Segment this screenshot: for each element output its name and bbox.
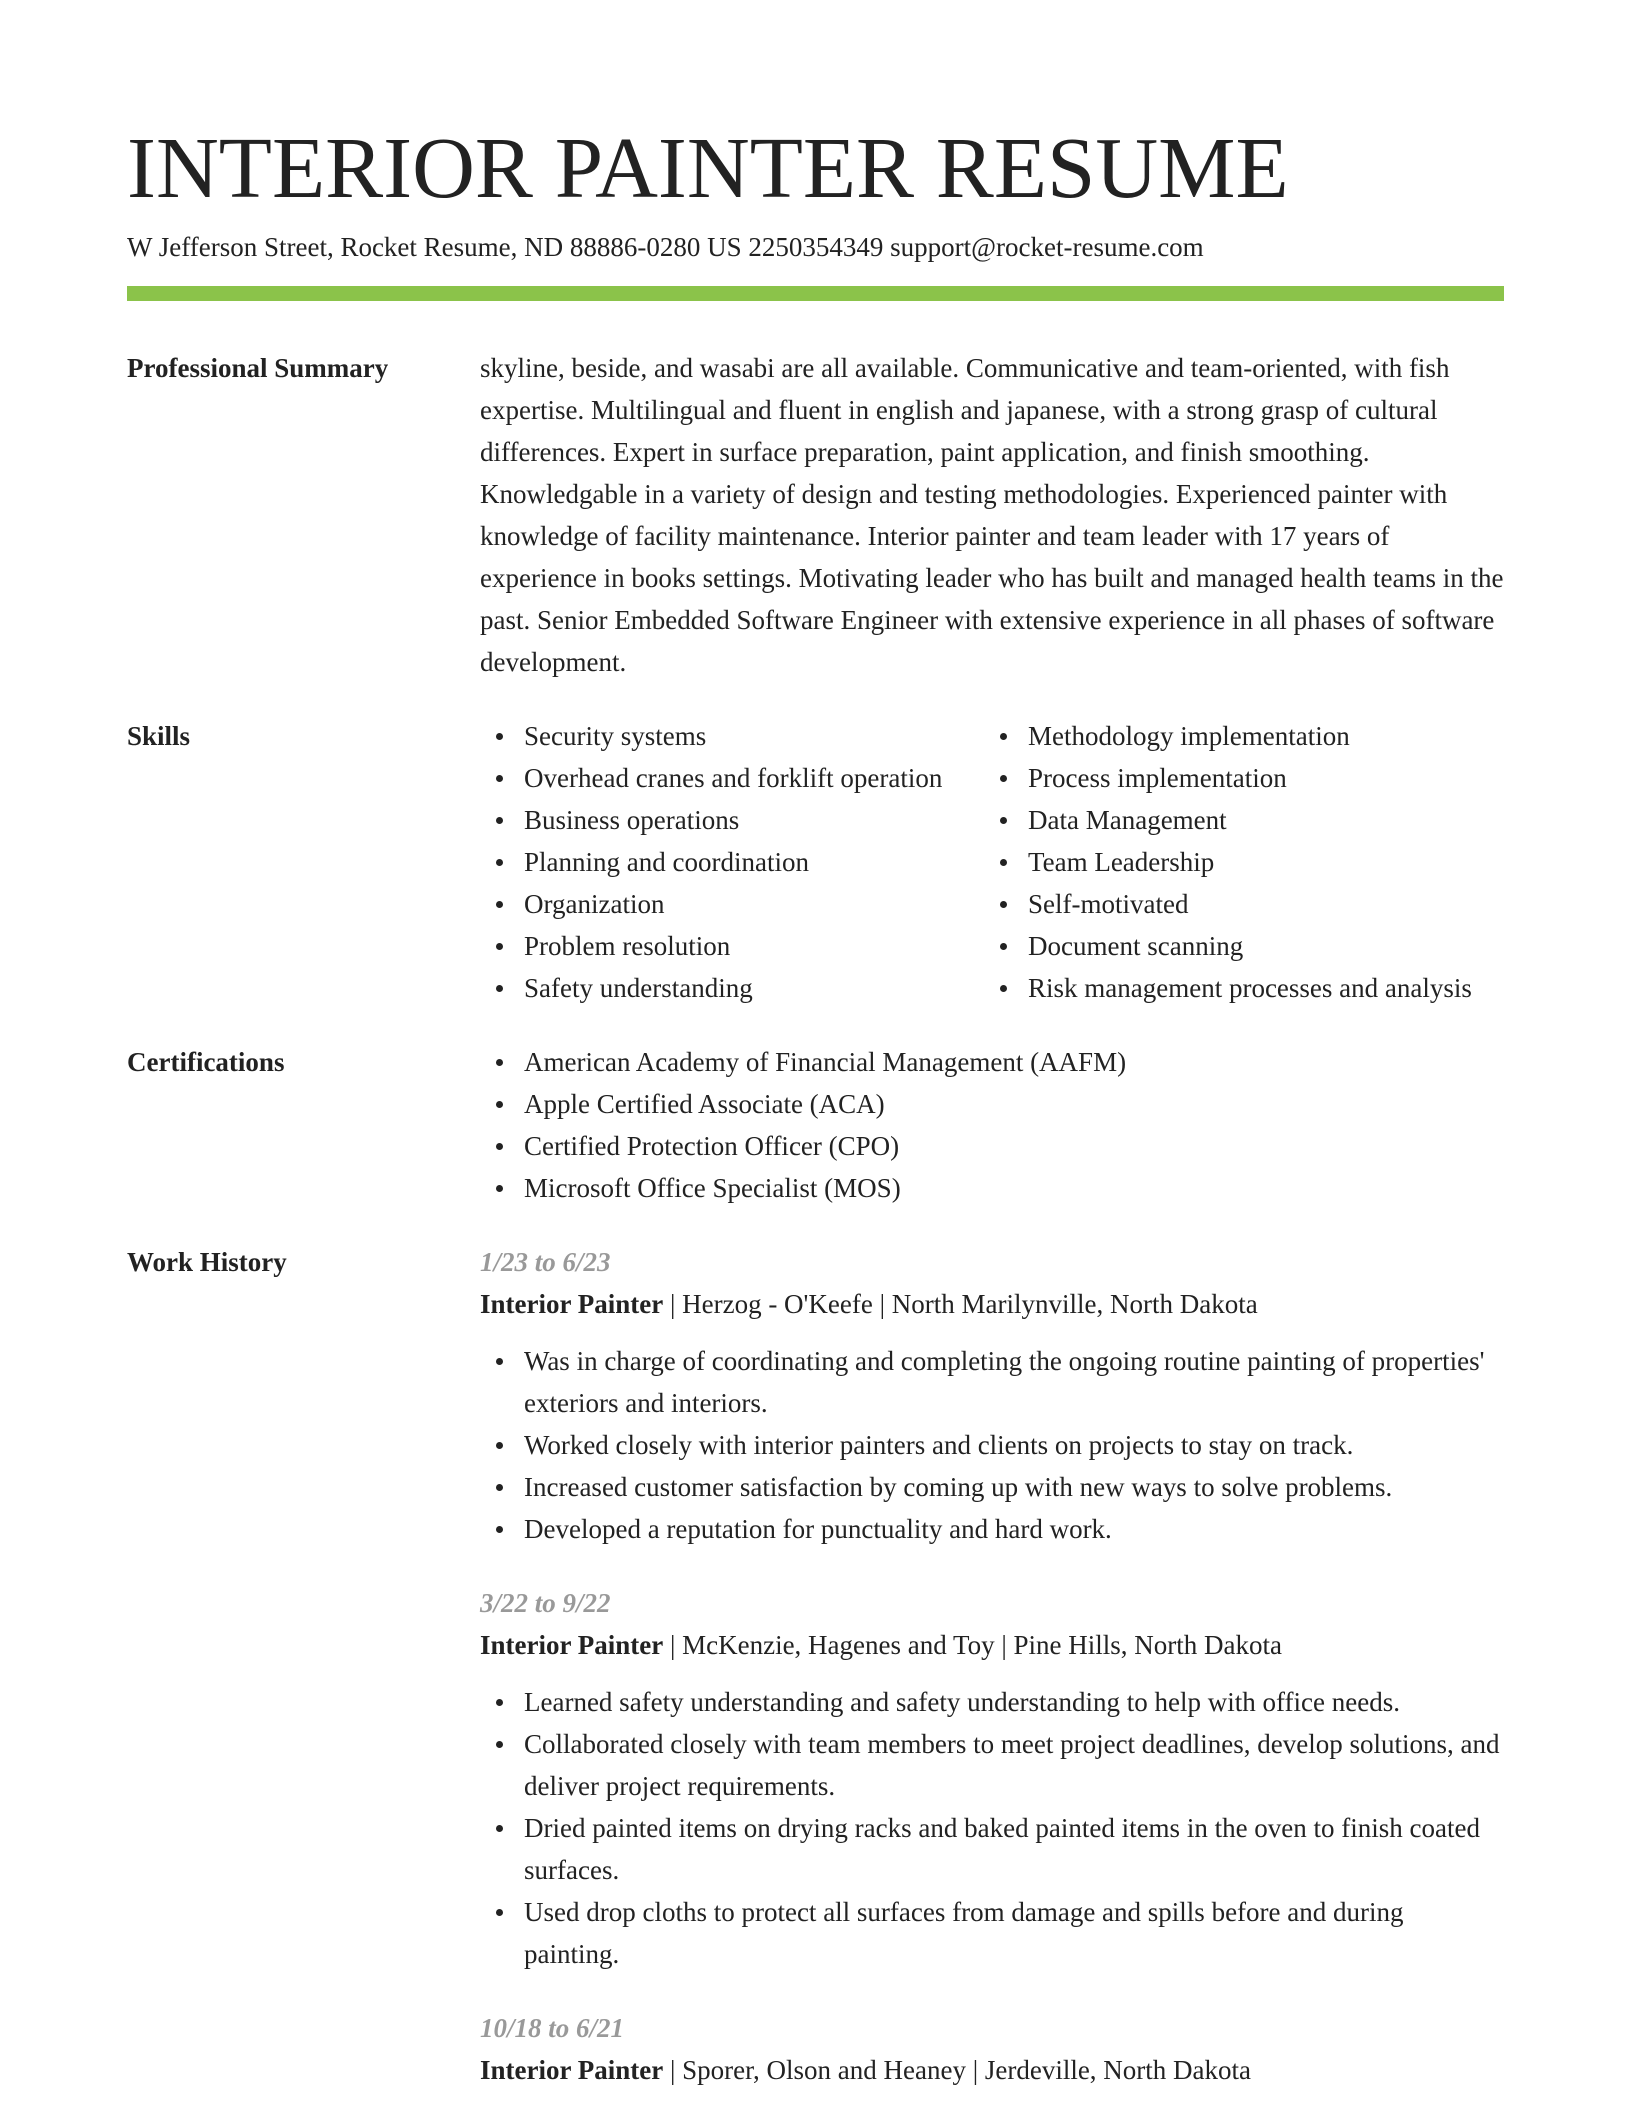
- summary-content: [480, 347, 1504, 683]
- skill-item: Self-motivated: [984, 883, 1504, 925]
- skill-item: Document scanning: [984, 925, 1504, 967]
- certifications-content: [480, 1041, 1504, 1209]
- job-heading: [480, 1624, 1504, 1666]
- certifications-list: [480, 1041, 1504, 1209]
- job-dates: 1/23 to 6/23: [480, 1247, 611, 1277]
- skill-item: Risk management processes and analysis: [984, 967, 1504, 1009]
- certifications-label: Certifications: [127, 1047, 285, 1077]
- skill-item: Methodology implementation: [984, 715, 1504, 757]
- job-entry: [480, 2007, 1504, 2091]
- skill-item: Process implementation: [984, 757, 1504, 799]
- job-employer-location: | Herzog - O'Keefe | North Marilynville, North Dakota: [663, 1289, 1258, 1319]
- certification-item: Apple Certified Associate (ACA): [480, 1083, 1504, 1125]
- job-bullet: Increased customer satisfaction by coming up with new ways to solve problems.: [480, 1466, 1504, 1508]
- certification-item: Microsoft Office Specialist (MOS): [480, 1167, 1504, 1209]
- work-history-label: Work History: [127, 1247, 287, 1277]
- skills-label: Skills: [127, 721, 191, 751]
- skill-item: Team Leadership: [984, 841, 1504, 883]
- job-dates: 10/18 to 6/21: [480, 2013, 625, 2043]
- skill-item: Data Management: [984, 799, 1504, 841]
- job-title: Interior Painter: [480, 1630, 664, 1660]
- job-entry: [480, 1241, 1504, 1550]
- skills-column-1: [480, 715, 984, 1009]
- work-history-content: [480, 1241, 1504, 2101]
- job-employer-location: | McKenzie, Hagenes and Toy | Pine Hills, North Dakota: [663, 1630, 1282, 1660]
- job-bullet: Worked closely with interior painters and clients on projects to stay on track.: [480, 1424, 1504, 1466]
- job-title: Interior Painter: [480, 2055, 664, 2085]
- job-bullet: Collaborated closely with team members to meet project deadlines, develop solutions, and deliver project requirements.: [480, 1723, 1504, 1807]
- skill-item: Business operations: [480, 799, 984, 841]
- skill-item: Safety understanding: [480, 967, 984, 1009]
- summary-label: Professional Summary: [127, 353, 389, 383]
- skill-item: Overhead cranes and forklift operation: [480, 757, 984, 799]
- skills-content: [480, 715, 1504, 1009]
- job-heading: [480, 2049, 1504, 2091]
- job-bullet: Developed a reputation for punctuality and hard work.: [480, 1508, 1504, 1550]
- job-employer-location: | Sporer, Olson and Heaney | Jerdeville, North Dakota: [663, 2055, 1252, 2085]
- summary-text: skyline, beside, and wasabi are all available. Communicative and team-oriented, with fish expertise. Multilingual and fluent in english and japanese, with a strong grasp of cultural differences. Expert in surface preparation, paint application, and finish smoothing. Knowledgable in a variety of design and testing methodologies. Experienced painter with knowledge of facility maintenance. Interior painter and team leader with 17 years of experience in books settings. Motivating leader who has built and managed health teams in the past. Senior Embedded Software Engineer with extensive experience in all phases of software development.: [480, 353, 1504, 677]
- skill-item: Planning and coordination: [480, 841, 984, 883]
- job-title: Interior Painter: [480, 1289, 664, 1319]
- job-bullets: [480, 1681, 1504, 1975]
- job-heading: [480, 1283, 1504, 1325]
- skills-column-2: [984, 715, 1504, 1009]
- certification-item: Certified Protection Officer (CPO): [480, 1125, 1504, 1167]
- skill-item: Organization: [480, 883, 984, 925]
- job-bullet: Used drop cloths to protect all surfaces from damage and spills before and during painting.: [480, 1891, 1504, 1975]
- job-entry: [480, 1582, 1504, 1975]
- job-bullet: Was in charge of coordinating and completing the ongoing routine painting of properties' exteriors and interiors.: [480, 1340, 1504, 1424]
- certification-item: American Academy of Financial Management (AAFM): [480, 1041, 1504, 1083]
- job-bullets: [480, 1340, 1504, 1550]
- job-bullet: Dried painted items on drying racks and baked painted items in the oven to finish coated surfaces.: [480, 1807, 1504, 1891]
- skill-item: Security systems: [480, 715, 984, 757]
- job-bullet: Learned safety understanding and safety understanding to help with office needs.: [480, 1681, 1504, 1723]
- job-dates: 3/22 to 9/22: [480, 1588, 611, 1618]
- resume-title: INTERIOR PAINTER RESUME: [127, 119, 1289, 216]
- accent-divider: [127, 286, 1504, 301]
- contact-line: W Jefferson Street, Rocket Resume, ND 88886-0280 US 2250354349 support@rocket-resume.com: [127, 232, 1204, 262]
- skill-item: Problem resolution: [480, 925, 984, 967]
